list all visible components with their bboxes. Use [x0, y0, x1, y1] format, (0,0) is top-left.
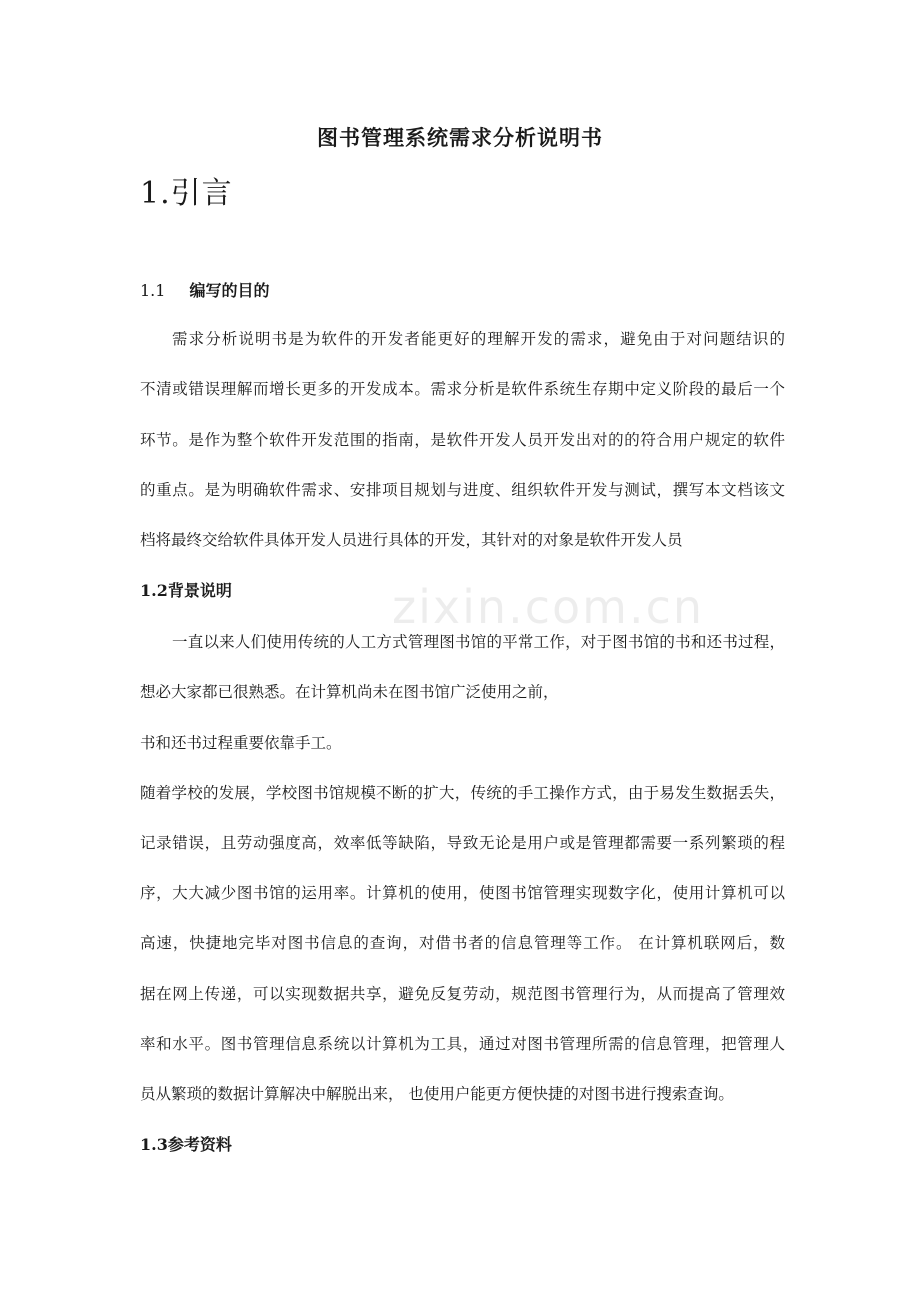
- paragraph-line: 高速，快捷地完毕对图书信息的查询，对借书者的信息管理等工作。 在计算机联网后，数: [140, 934, 785, 952]
- paragraph-line: 环节。是作为整个软件开发范围的指南，是软件开发人员开发出对的的符合用户规定的软件: [140, 431, 785, 449]
- paragraph-line: 序，大大减少图书馆的运用率。计算机的使用，使图书馆管理实现数字化，使用计算机可以: [140, 884, 785, 902]
- paragraph-line: 一直以来人们使用传统的人工方式管理图书馆的平常工作，对于图书馆的书和还书过程，: [172, 633, 785, 651]
- paragraph-line: 需求分析说明书是为软件的开发者能更好的理解开发的需求，避免由于对问题结识的: [172, 330, 785, 348]
- paragraph-line: 记录错误，且劳动强度高，效率低等缺陷，导致无论是用户或是管理都需要一系列繁琐的程: [140, 834, 785, 852]
- section-1-1-title: 编写的目的: [189, 281, 270, 300]
- section-1-3-heading: 1.3参考资料: [140, 1135, 232, 1154]
- section-1-2-heading: 1.2背景说明: [140, 581, 232, 600]
- paragraph-line: 不清或错误理解而增长更多的开发成本。需求分析是软件系统生存期中定义阶段的最后一个: [140, 380, 785, 398]
- paragraph-line: 的重点。是为明确软件需求、安排项目规划与进度、组织软件开发与测试，撰写本文档该文: [140, 481, 785, 499]
- watermark: zixin.com.cn: [392, 580, 705, 634]
- paragraph-line: 书和还书过程重要依靠手工。: [140, 734, 342, 752]
- section-1-1-number: 1.1: [140, 281, 166, 300]
- paragraph-line: 档将最终交给软件具体开发人员进行具体的开发，其针对的对象是软件开发人员: [140, 531, 683, 549]
- section-1-1-heading: [140, 278, 269, 301]
- paragraph-line: 随着学校的发展，学校图书馆规模不断的扩大，传统的手工操作方式，由于易发生数据丢失，: [140, 784, 785, 802]
- paragraph-line: 员从繁琐的数据计算解决中解脱出来， 也使用户能更方便快捷的对图书进行搜索查询。: [140, 1085, 734, 1103]
- paragraph-line: 率和水平。图书管理信息系统以计算机为工具，通过对图书管理所需的信息管理，把管理人: [140, 1035, 785, 1053]
- document-title: 图书管理系统需求分析说明书: [317, 125, 603, 150]
- paragraph-line: 想必大家都已很熟悉。在计算机尚未在图书馆广泛使用之前，: [140, 683, 559, 701]
- heading-introduction: 1.引言: [140, 176, 233, 211]
- paragraph-line: 据在网上传递，可以实现数据共享，避免反复劳动，规范图书管理行为，从而提高了管理效: [140, 985, 785, 1003]
